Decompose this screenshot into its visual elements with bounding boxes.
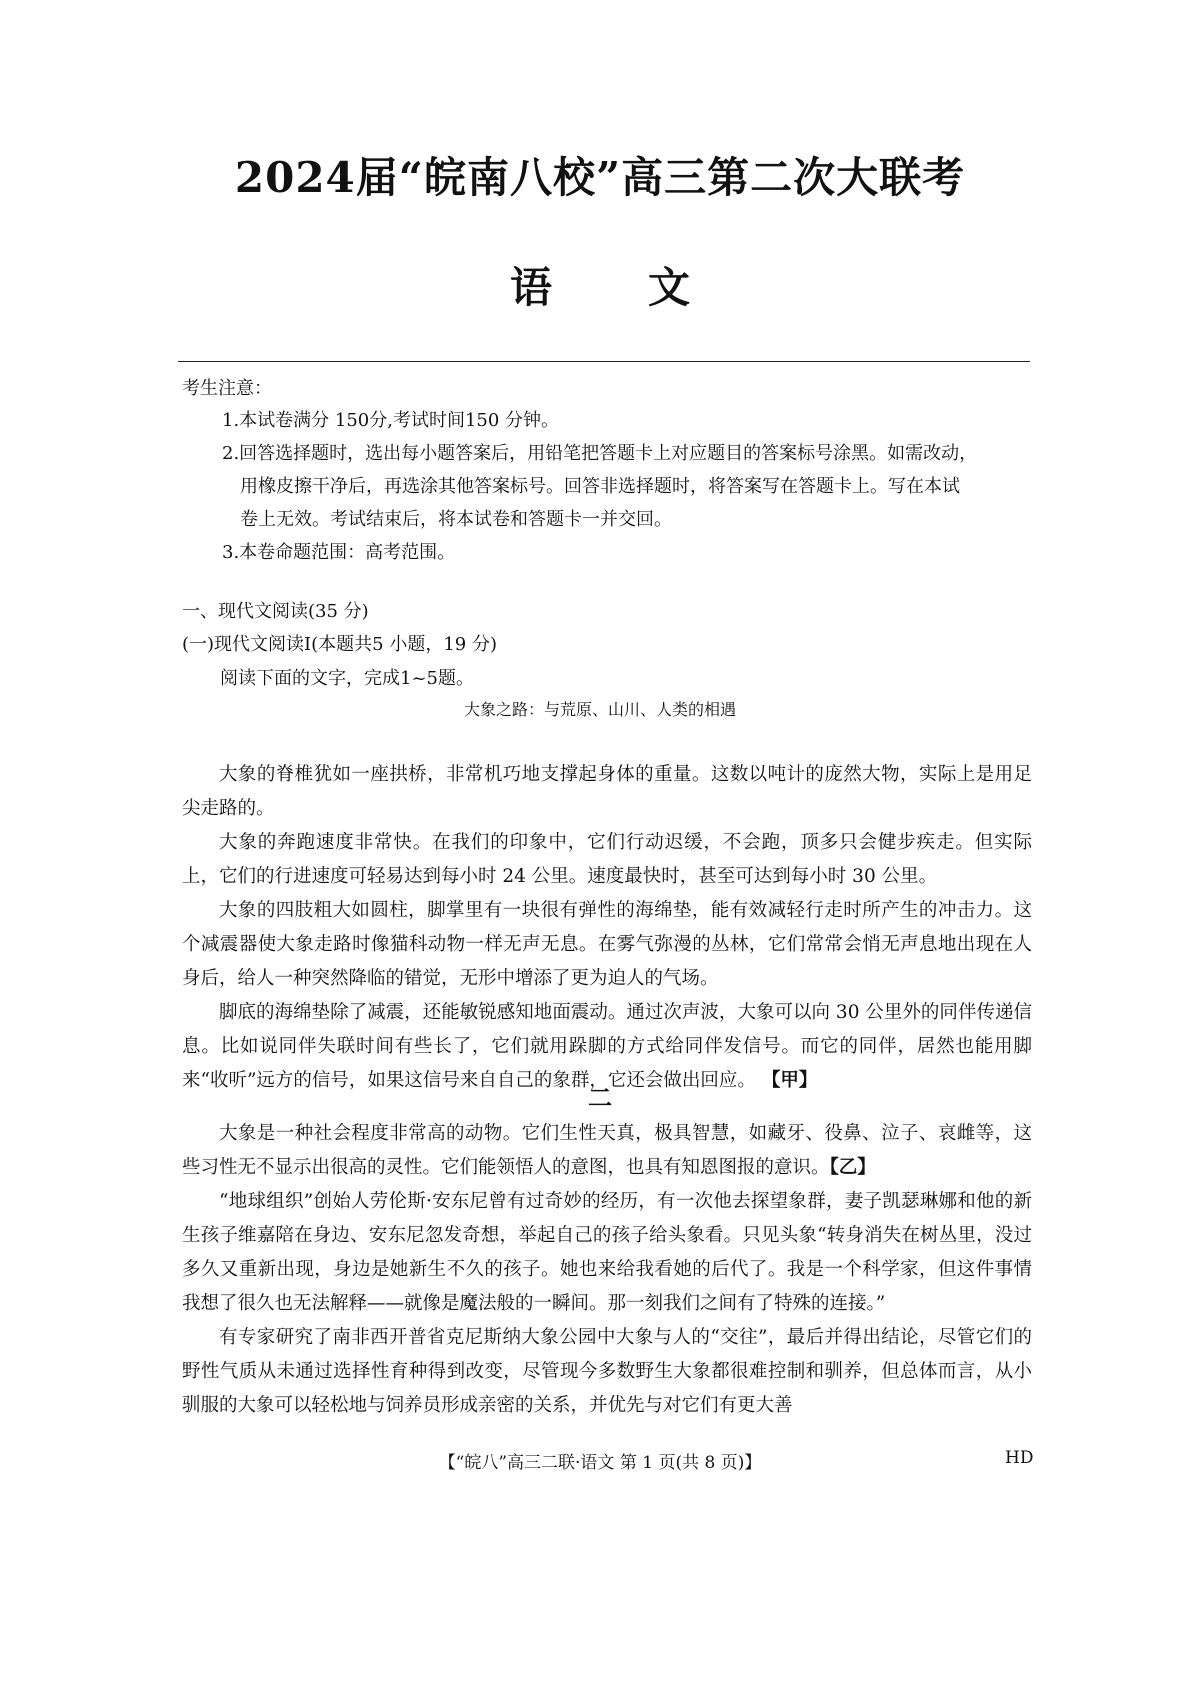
article-body-part2 [182, 1117, 1032, 1423]
article-paragraph [182, 1117, 1032, 1185]
notice-item: 3.本卷命题范围：高考范围。 [222, 542, 456, 563]
notice-item: 2.回答选择题时，选出每小题答案后，用铅笔把答题卡上对应题目的答案标号涂黑。如需改动， [222, 443, 978, 464]
subsection-heading: (一)现代文阅读Ⅰ(本题共5 小题，19 分) [182, 634, 497, 655]
notice-heading: 考生注意： [182, 378, 272, 399]
divider-line [178, 361, 1030, 362]
paragraph-text: 大象是一种社会程度非常高的动物。它们生性天真，极具智慧，如藏牙、役鼻、泣子、哀雌等，这些习性无不显示出很高的灵性。它们能领悟人的意图，也具有知恩图报的意识。 [182, 1123, 1032, 1178]
section-heading: 一、现代文阅读(35 分) [182, 601, 369, 622]
exam-title: 2024届“皖南八校”高三第二次大联考 [234, 153, 966, 202]
reading-instruction: 阅读下面的文字，完成1~5题。 [220, 668, 474, 689]
subject-char-1: 语 [509, 263, 552, 312]
article-title: 大象之路：与荒原、山川、人类的相遇 [463, 700, 736, 719]
notice-item-continued: 卷上无效。考试结束后，将本试卷和答题卡一并交回。 [240, 509, 672, 530]
subject-char-2: 文 [648, 263, 691, 312]
marker-jia: 【甲】 [761, 1070, 818, 1091]
footer-code: HD [1005, 1448, 1034, 1468]
notice-list [222, 404, 1032, 569]
notice-item-continued: 用橡皮擦干净后，再选涂其他答案标号。回答非选择题时，将答案写在答题卡上。写在本试 [240, 476, 960, 497]
article-paragraph: “地球组织”创始人劳伦斯·安东尼曾有过奇妙的经历，有一次他去探望象群，妻子凯瑟琳娜和他的新生孩子维嘉陪在身边、安东尼忽发奇想，举起自己的孩子给头象看。只见头象“转身消失在树丛里，没过多久又重新出现，身边是她新生不久的孩子。她也来给我看她的后代了。我是一个科学家，但这件事情我想了很久也无法解释——就像是魔法般的一瞬间。那一刻我们之间有了特殊的连接。” [182, 1191, 1032, 1314]
article-body-part1 [182, 758, 1032, 1098]
notice-item: 1.本试卷满分 150分,考试时间150 分钟。 [222, 410, 560, 431]
paragraph-text: 脚底的海绵垫除了减震，还能敏锐感知地面震动。通过次声波，大象可以向 30 公里外的同伴传递信息。比如说同伴失联时间有些长了，它们就用跺脚的方式给同伴发信号。而它的同伴，居然也能用脚来“收听”远方的信号，如果这信号来自自己的象群，它还会做出回应。 [182, 1002, 1032, 1091]
article-paragraph: 大象的四肢粗大如圆柱，脚掌里有一块很有弹性的海绵垫，能有效减轻行走时所产生的冲击力。这个减震器使大象走路时像猫科动物一样无声无息。在雾气弥漫的丛林，它们常常会悄无声息地出现在人身后，给人一种突然降临的错觉，无形中增添了更为迫人的气场。 [182, 900, 1032, 989]
page-footer: 【“皖八”高三二联·语文 第 1 页(共 8 页)】 [438, 1453, 762, 1473]
marker-yi: 【乙】 [829, 1157, 876, 1178]
article-paragraph: 大象的脊椎犹如一座拱桥，非常机巧地支撑起身体的重量。这数以吨计的庞然大物，实际上是用足尖走路的。 [182, 764, 1032, 819]
subject-title [0, 255, 1200, 315]
article-paragraph: 有专家研究了南非西开普省克尼斯纳大象公园中大象与人的“交往”，最后并得出结论，尽管它们的野性气质从未通过选择性育种得到改变，尽管现今多数野生大象都很难控制和驯养，但总体而言，从小驯服的大象可以轻松地与饲养员形成亲密的关系，并优先与对它们有更大善 [182, 1327, 1032, 1416]
section-number-two: 二 [588, 1083, 612, 1112]
article-paragraph: 大象的奔跑速度非常快。在我们的印象中，它们行动迟缓，不会跑，顶多只会健步疾走。但实际上，它们的行进速度可轻易达到每小时 24 公里。速度最快时，甚至可达到每小时 30 公里。 [182, 832, 1032, 887]
